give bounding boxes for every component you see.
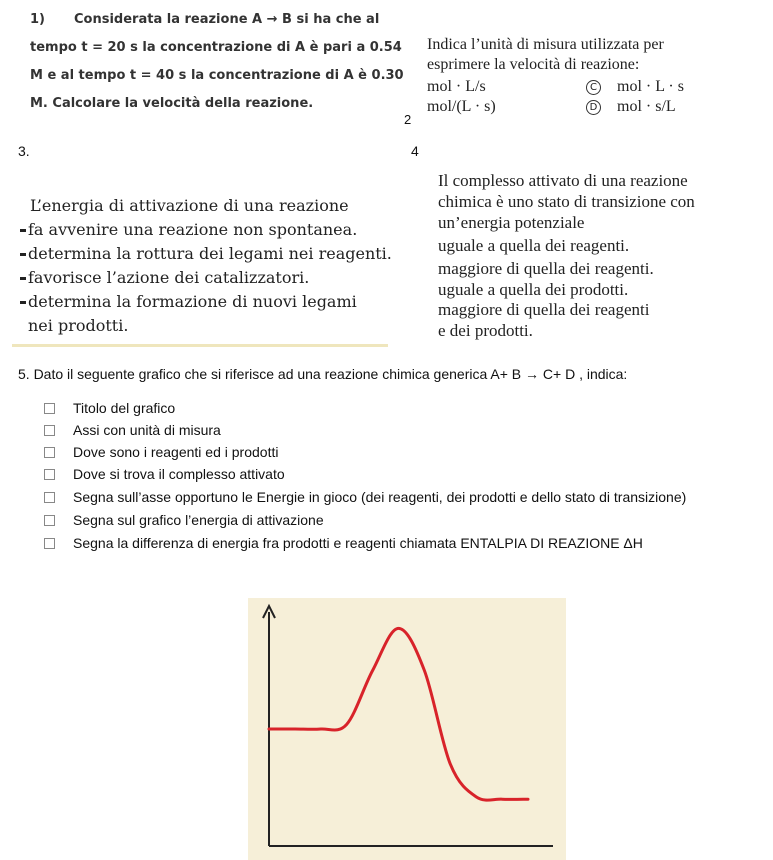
energy-diagram	[248, 598, 566, 860]
q1-line-3: M e al tempo t = 40 s la concentrazione di A è 0.30	[30, 68, 404, 83]
q2-option-b: mol/(L · s)	[427, 98, 496, 115]
q3-bullet-3	[20, 277, 26, 280]
checkbox[interactable]	[44, 447, 55, 458]
q4-option-d-cont: e dei prodotti.	[438, 321, 533, 340]
q5-intro: 5. Dato il seguente grafico che si riferisce ad una reazione chimica generica A+ B → C+ D , indica:	[18, 366, 628, 382]
checklist-item[interactable]	[44, 535, 643, 551]
q3-bullet-1	[20, 229, 26, 232]
checklist-item[interactable]	[44, 512, 324, 528]
q3-option-4-cont: nei prodotti.	[28, 316, 129, 335]
q3-underline	[12, 344, 388, 347]
q3-number: 3.	[18, 143, 30, 159]
q3-title: L’energia di attivazione di una reazione	[30, 196, 349, 215]
option-c-badge: C	[586, 80, 601, 95]
checklist-label: Dove sono i reagenti ed i prodotti	[73, 444, 279, 460]
q2-line-1: Indica l’unità di misura utilizzata per	[427, 36, 664, 53]
q4-option-c: uguale a quella dei prodotti.	[438, 280, 629, 299]
q3-option-2: determina la rottura dei legami nei reagenti.	[28, 244, 392, 263]
checklist-label: Dove si trova il complesso attivato	[73, 466, 285, 482]
q4-option-d: maggiore di quella dei reagenti	[438, 300, 650, 319]
checkbox[interactable]	[44, 469, 55, 480]
checkbox[interactable]	[44, 403, 55, 414]
checkbox[interactable]	[44, 538, 55, 549]
q3-option-4: determina la formazione di nuovi legami	[28, 292, 357, 311]
checklist-label: Assi con unità di misura	[73, 422, 221, 438]
q3-option-1: fa avvenire una reazione non spontanea.	[28, 220, 358, 239]
q2-option-c-text: mol · L · s	[617, 78, 684, 95]
q4-line-3: un’energia potenziale	[438, 213, 585, 232]
q4-line-1: Il complesso attivato di una reazione	[438, 171, 688, 190]
q2-option-c	[586, 78, 684, 96]
q4-option-b: maggiore di quella dei reagenti.	[438, 259, 654, 278]
checklist-label: Segna la differenza di energia fra prodotti e reagenti chiamata ENTALPIA DI REAZIONE ΔH	[73, 535, 643, 551]
checklist-item[interactable]	[44, 489, 686, 505]
q2-number: 2	[404, 112, 412, 127]
option-d-badge: D	[586, 100, 601, 115]
q1-line-2: tempo t = 20 s la concentrazione di A è pari a 0.54	[30, 40, 402, 55]
q1-line-4: M. Calcolare la velocità della reazione.	[30, 96, 314, 111]
q2-option-d	[586, 98, 676, 116]
q2-line-2: esprimere la velocità di reazione:	[427, 56, 640, 73]
checklist-label: Segna sul grafico l’energia di attivazione	[73, 512, 324, 528]
q3-option-3: favorisce l’azione dei catalizzatori.	[28, 268, 310, 287]
checklist-item[interactable]	[44, 400, 175, 416]
q1-line-1: Considerata la reazione A → B si ha che al	[74, 12, 380, 27]
checklist-label: Segna sull’asse opportuno le Energie in gioco (dei reagenti, dei prodotti e dello stato di transizione)	[73, 489, 687, 505]
q2-option-d-text: mol · s/L	[617, 98, 676, 115]
checkbox[interactable]	[44, 425, 55, 436]
q1-number: 1)	[30, 12, 45, 27]
checkbox[interactable]	[44, 492, 55, 503]
q4-number: 4	[411, 143, 419, 159]
checklist-item[interactable]	[44, 466, 285, 482]
q2-option-a: mol · L/s	[427, 78, 486, 95]
q3-bullet-4	[20, 301, 26, 304]
checklist-label: Titolo del grafico	[73, 400, 176, 416]
checklist-item[interactable]	[44, 422, 221, 438]
checkbox[interactable]	[44, 515, 55, 526]
checklist-item[interactable]	[44, 444, 278, 460]
q3-bullet-2	[20, 253, 26, 256]
q4-option-a: uguale a quella dei reagenti.	[438, 236, 630, 255]
q4-line-2: chimica è uno stato di transizione con	[438, 192, 695, 211]
